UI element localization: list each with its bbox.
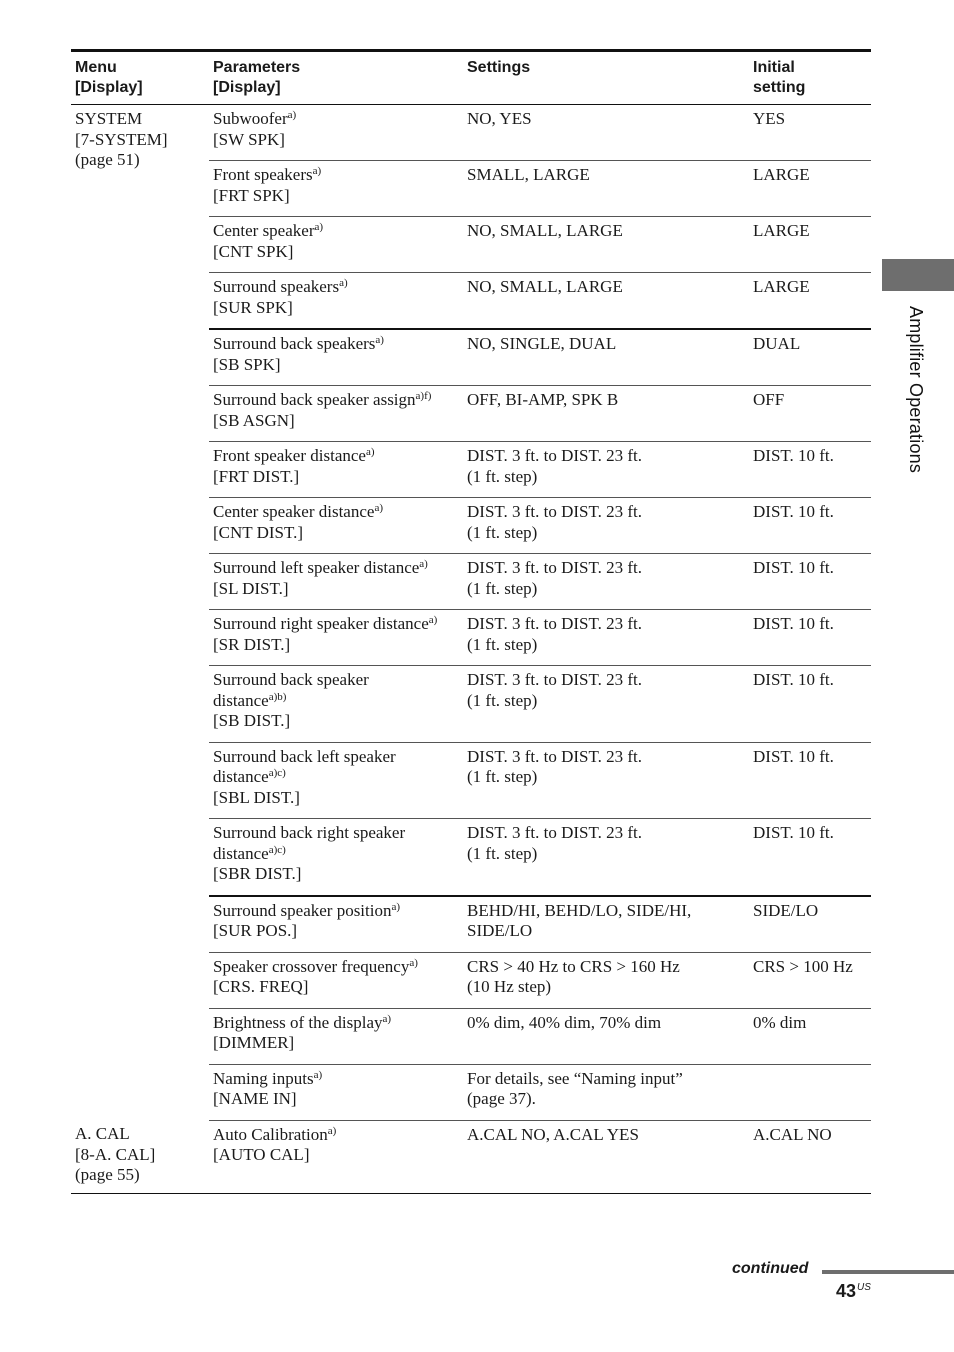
section-tab-marker bbox=[882, 259, 954, 291]
footnote-ref: a) bbox=[287, 109, 297, 121]
initial-setting-cell: DIST. 10 ft. bbox=[749, 610, 871, 666]
initial-setting-cell: DIST. 10 ft. bbox=[749, 442, 871, 498]
parameter-cell: Surround speaker position$^{a)}$ [SUR POS.] bbox=[209, 896, 463, 953]
parameter-cell: Auto Calibration$^{a)}$ [AUTO CAL] bbox=[209, 1120, 463, 1193]
settings-cell: CRS > 40 Hz to CRS > 160 Hz (10 Hz step) bbox=[463, 952, 749, 1008]
settings-cell: BEHD/HI, BEHD/LO, SIDE/HI, SIDE/LO bbox=[463, 896, 749, 953]
parameter-cell: Surround back speakers$^{a)}$ [SB SPK] bbox=[209, 329, 463, 386]
display-code: [SB DIST.] bbox=[213, 711, 291, 730]
display-code: [CRS. FREQ] bbox=[213, 977, 309, 996]
parameter-cell: Subwoofer$^{a)}$ [SW SPK] bbox=[209, 105, 463, 161]
initial-setting-cell: DUAL bbox=[749, 329, 871, 386]
footnote-ref: a) bbox=[314, 221, 324, 233]
footnote-ref: a)f) bbox=[415, 390, 432, 402]
parameter-cell: Speaker crossover frequency$^{a)}$ [CRS. FREQ] bbox=[209, 952, 463, 1008]
initial-setting-cell: CRS > 100 Hz bbox=[749, 952, 871, 1008]
settings-cell: 0% dim, 40% dim, 70% dim bbox=[463, 1008, 749, 1064]
parameter-cell: Surround left speaker distance$^{a)}$ [SL DIST.] bbox=[209, 554, 463, 610]
settings-cell: A.CAL NO, A.CAL YES bbox=[463, 1120, 749, 1193]
footnote-ref: a) bbox=[391, 900, 401, 913]
display-code: [FRT SPK] bbox=[213, 185, 290, 205]
footnote-ref: a)c) bbox=[268, 843, 286, 856]
settings-table bbox=[71, 49, 871, 1194]
footnote-ref: a) bbox=[374, 502, 383, 514]
display-code: [CNT DIST.] bbox=[213, 522, 304, 542]
parameter-cell: Surround right speaker distance$^{a)}$ [SR DIST.] bbox=[209, 610, 463, 666]
settings-cell: DIST. 3 ft. to DIST. 23 ft. (1 ft. step) bbox=[463, 442, 749, 498]
display-code: [SB ASGN] bbox=[213, 410, 295, 430]
initial-setting-cell: DIST. 10 ft. bbox=[749, 666, 871, 743]
settings-cell: OFF, BI-AMP, SPK B bbox=[463, 386, 749, 442]
display-code: [SR DIST.] bbox=[213, 634, 291, 654]
display-code: [SUR POS.] bbox=[213, 921, 298, 940]
parameter-cell: Center speaker distance$^{a)}$ [CNT DIST.] bbox=[209, 498, 463, 554]
display-code: [FRT DIST.] bbox=[213, 466, 300, 486]
table-header-row bbox=[71, 51, 871, 105]
settings-cell: SMALL, LARGE bbox=[463, 161, 749, 217]
display-code: [SBR DIST.] bbox=[213, 864, 302, 883]
display-code: [SUR SPK] bbox=[213, 297, 293, 317]
footnote-ref: a) bbox=[312, 165, 322, 177]
initial-setting-cell: DIST. 10 ft. bbox=[749, 742, 871, 819]
settings-cell: DIST. 3 ft. to DIST. 23 ft. (1 ft. step) bbox=[463, 666, 749, 743]
initial-setting-cell: SIDE/LO bbox=[749, 896, 871, 953]
footnote-ref: a)c) bbox=[268, 767, 286, 779]
initial-setting-cell: LARGE bbox=[749, 217, 871, 273]
settings-cell: DIST. 3 ft. to DIST. 23 ft. (1 ft. step) bbox=[463, 819, 749, 896]
header-parameters: Parameters [Display] bbox=[209, 51, 463, 105]
display-code: [SB SPK] bbox=[213, 354, 281, 374]
menu-cell: SYSTEM [7-SYSTEM] (page 51) bbox=[75, 109, 168, 169]
initial-setting-cell: A.CAL NO bbox=[749, 1120, 871, 1193]
settings-cell: NO, SMALL, LARGE bbox=[463, 217, 749, 273]
display-code: [AUTO CAL] bbox=[213, 1145, 310, 1164]
footnote-ref: a) bbox=[375, 334, 384, 346]
initial-setting-cell: DIST. 10 ft. bbox=[749, 498, 871, 554]
parameter-cell: Surround back speaker distance$^{a)b)}$ [SB DIST.] bbox=[209, 666, 463, 743]
footnote-ref: a) bbox=[313, 1068, 323, 1081]
initial-setting-cell: YES bbox=[749, 105, 871, 161]
header-settings: Settings bbox=[463, 51, 749, 105]
footnote-ref: a) bbox=[419, 558, 428, 570]
parameter-cell: Front speaker distance$^{a)}$ [FRT DIST.] bbox=[209, 442, 463, 498]
header-initial-setting: Initial setting bbox=[749, 51, 871, 105]
initial-setting-cell: LARGE bbox=[749, 161, 871, 217]
settings-cell: DIST. 3 ft. to DIST. 23 ft. (1 ft. step) bbox=[463, 498, 749, 554]
settings-cell: DIST. 3 ft. to DIST. 23 ft. (1 ft. step) bbox=[463, 610, 749, 666]
footnote-ref: a) bbox=[365, 446, 375, 458]
display-code: [SL DIST.] bbox=[213, 578, 289, 598]
initial-setting-cell: LARGE bbox=[749, 273, 871, 330]
settings-cell: DIST. 3 ft. to DIST. 23 ft. (1 ft. step) bbox=[463, 742, 749, 819]
parameter-cell: Front speakers$^{a)}$ [FRT SPK] bbox=[209, 161, 463, 217]
display-code: [NAME IN] bbox=[213, 1089, 297, 1108]
section-side-label: Amplifier Operations bbox=[906, 306, 926, 474]
parameter-cell: Surround back speaker assign$^{a)f)}$ [SB ASGN] bbox=[209, 386, 463, 442]
display-code: [DIMMER] bbox=[213, 1033, 295, 1052]
parameter-cell: Center speaker$^{a)}$ [CNT SPK] bbox=[209, 217, 463, 273]
display-code: [SBL DIST.] bbox=[213, 787, 300, 807]
parameter-cell: Surround back left speaker distance$^{a)c)}$ [SBL DIST.] bbox=[209, 742, 463, 819]
initial-setting-cell: DIST. 10 ft. bbox=[749, 819, 871, 896]
parameter-cell: Brightness of the display$^{a)}$ [DIMMER] bbox=[209, 1008, 463, 1064]
display-code: [SW SPK] bbox=[213, 129, 285, 149]
continued-bar bbox=[822, 1270, 954, 1274]
initial-setting-cell: DIST. 10 ft. bbox=[749, 554, 871, 610]
footnote-ref: a)b) bbox=[268, 690, 287, 703]
table-row bbox=[71, 1120, 871, 1193]
settings-cell: NO, SINGLE, DUAL bbox=[463, 329, 749, 386]
initial-setting-cell: 0% dim bbox=[749, 1008, 871, 1064]
footnote-ref: a) bbox=[327, 1124, 337, 1137]
initial-setting-cell bbox=[749, 1064, 871, 1120]
menu-cell: A. CAL [8-A. CAL] (page 55) bbox=[71, 1120, 209, 1193]
parameter-cell: Surround back right speaker distance$^{a)c)}$ [SBR DIST.] bbox=[209, 819, 463, 896]
footnote-ref: a) bbox=[409, 956, 418, 969]
footnote-ref: a) bbox=[339, 277, 348, 289]
header-menu: Menu [Display] bbox=[71, 51, 209, 105]
settings-cell: NO, YES bbox=[463, 105, 749, 161]
footnote-ref: a) bbox=[428, 614, 438, 626]
continued-label: continued bbox=[732, 1260, 809, 1277]
display-code: [CNT SPK] bbox=[213, 241, 294, 261]
table-row bbox=[71, 105, 871, 161]
settings-cell: DIST. 3 ft. to DIST. 23 ft. (1 ft. step) bbox=[463, 554, 749, 610]
settings-cell: NO, SMALL, LARGE bbox=[463, 273, 749, 330]
parameter-cell: Naming inputs$^{a)}$ [NAME IN] bbox=[209, 1064, 463, 1120]
initial-setting-cell: OFF bbox=[749, 386, 871, 442]
page-number: $43^{US}$ bbox=[836, 1281, 871, 1301]
settings-cell: For details, see “Naming input” (page 37). bbox=[463, 1064, 749, 1120]
parameter-cell: Surround speakers$^{a)}$ [SUR SPK] bbox=[209, 273, 463, 330]
footnote-ref: a) bbox=[382, 1012, 392, 1025]
